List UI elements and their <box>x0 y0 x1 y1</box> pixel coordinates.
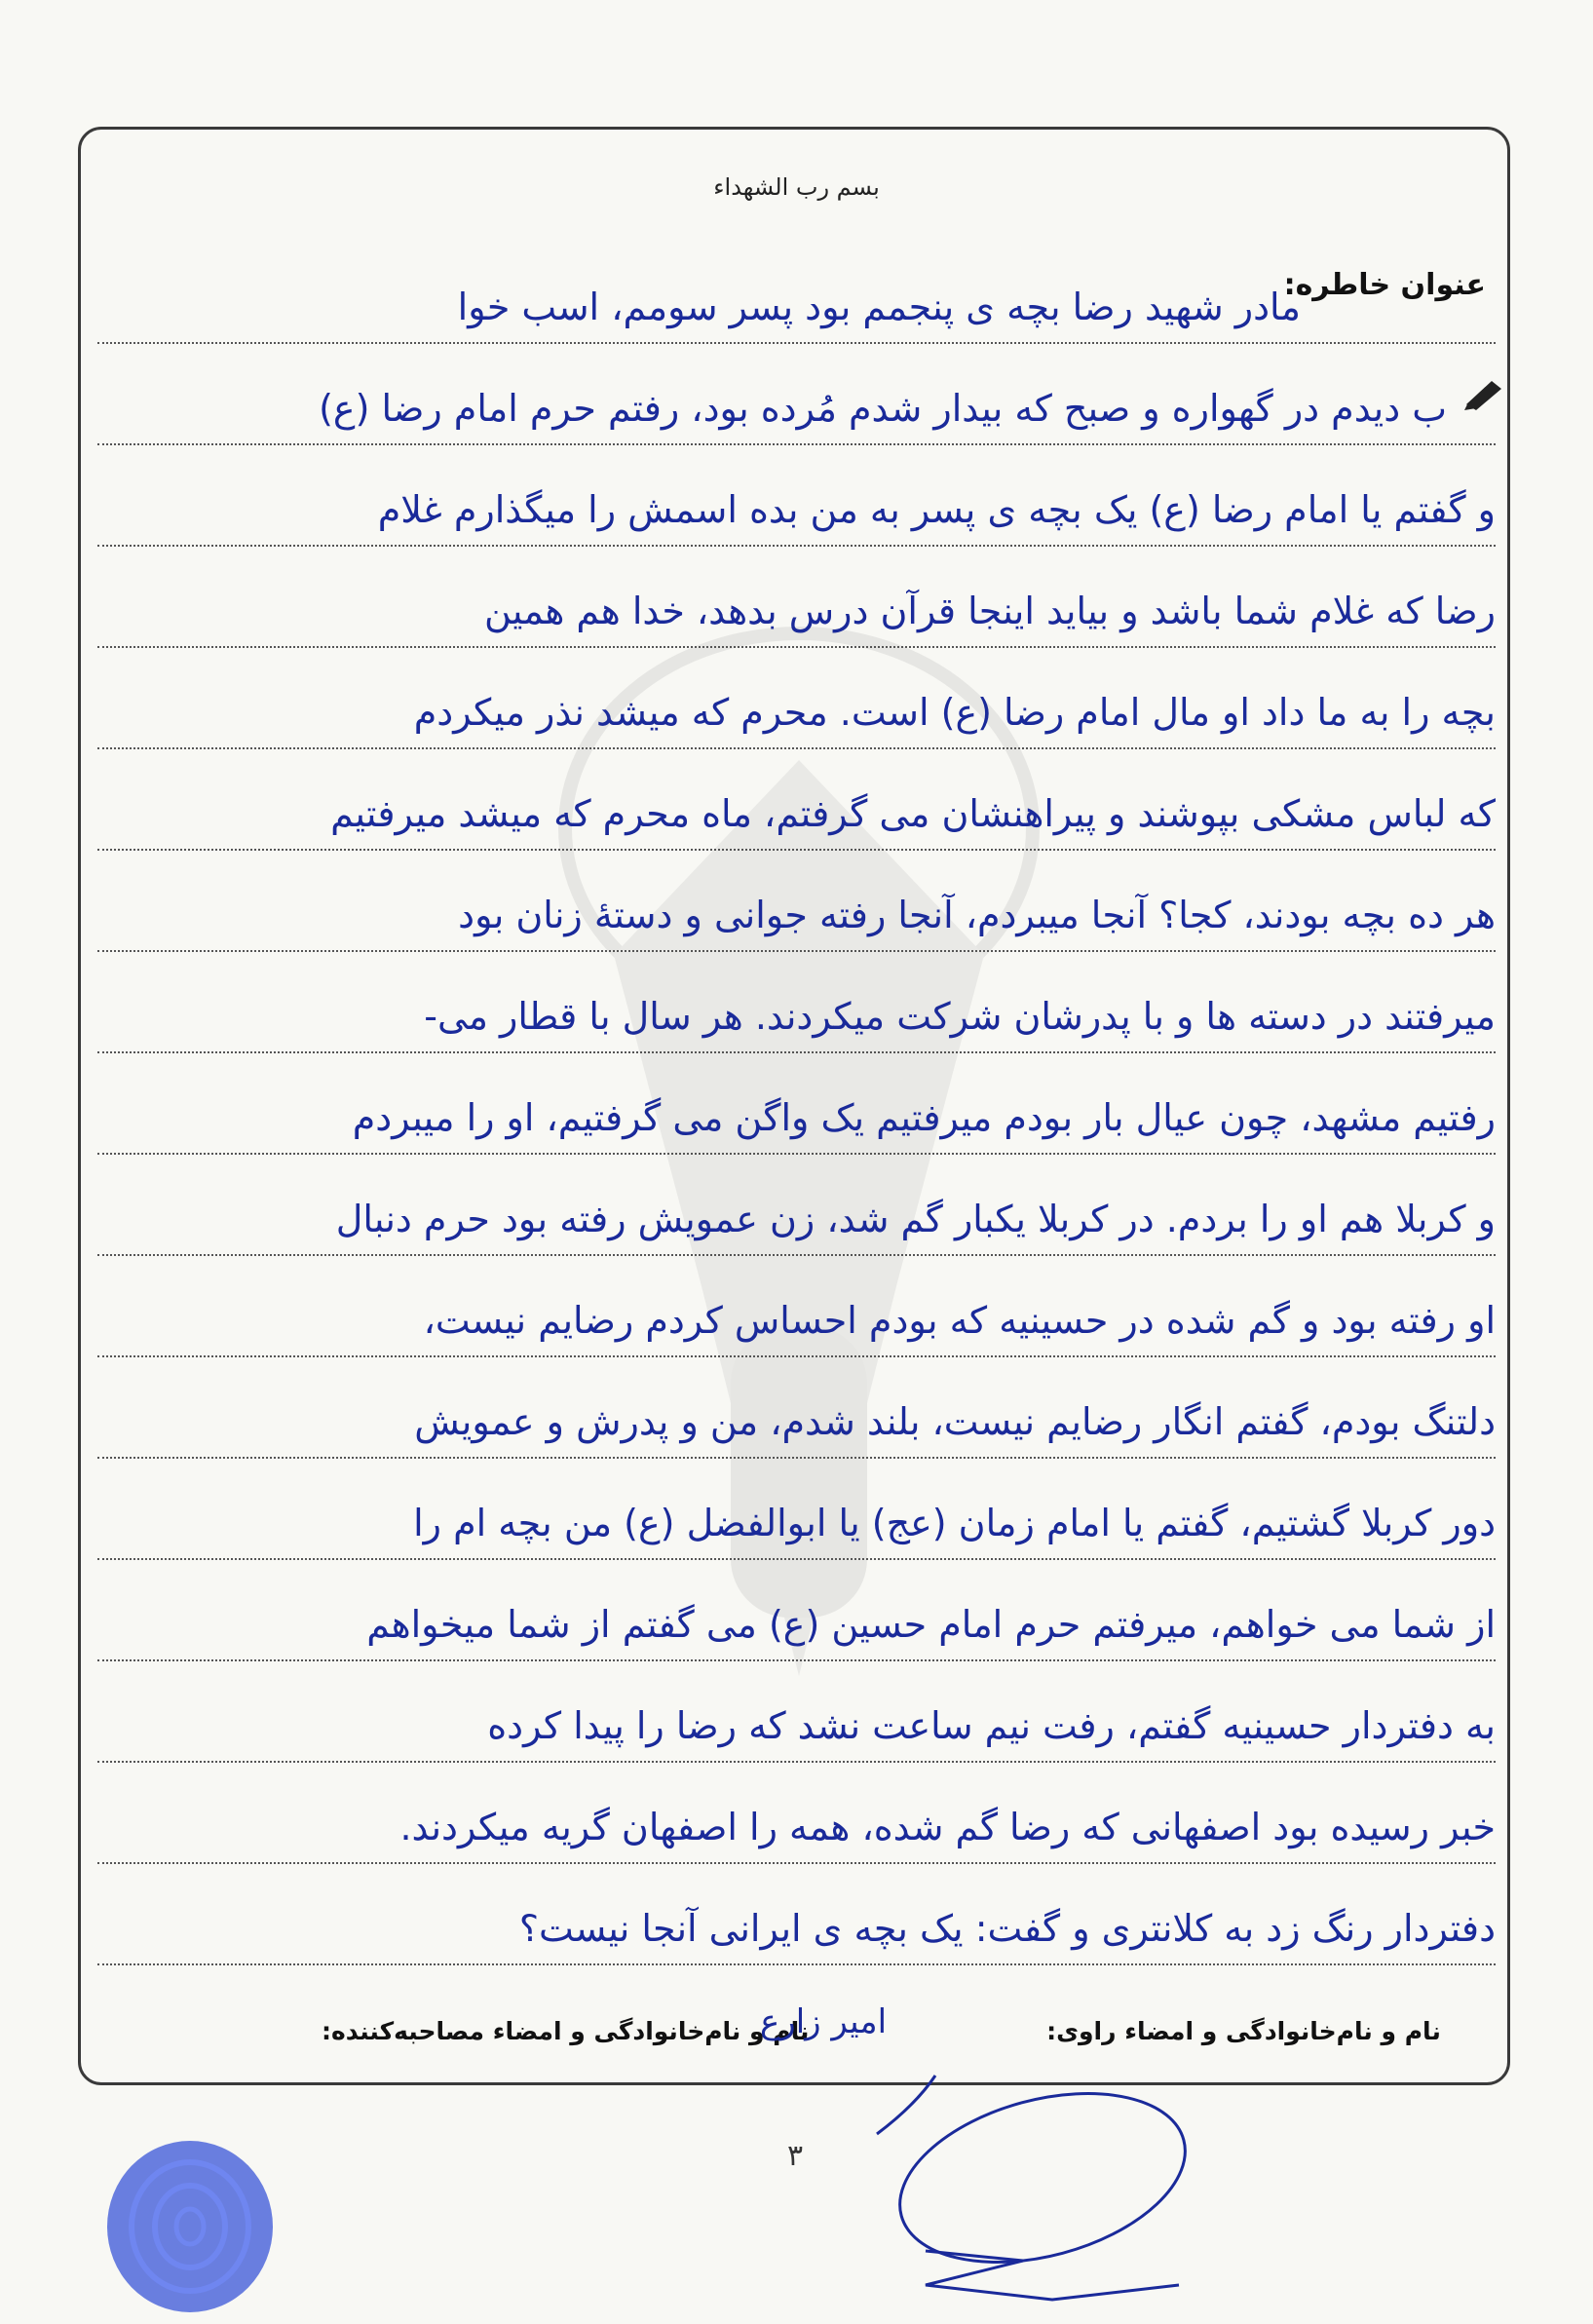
handwritten-signature <box>857 2066 1228 2319</box>
interviewer-name: امیر زارع <box>760 2002 888 2041</box>
page-number: ۳ <box>787 2139 804 2173</box>
handwritten-line: خبر رسیده بود اصفهانی که رضا گم شده، همه را اصفهان گریه میکردند. <box>399 1806 1496 1848</box>
handwritten-line: دور کربلا گشتیم، گفتم یا امام زمان (عج) یا ابوالفضل (ع) من بچه ام را <box>413 1502 1496 1544</box>
handwritten-line: مادر شهید رضا بچه ی پنجمم بود پسر سومم، اسب خوا <box>457 286 1301 328</box>
handwritten-line: ب دیدم در گهواره و صبح که بیدار شدم مُرده بود، رفتم حرم امام رضا (ع) <box>319 387 1447 430</box>
handwritten-line: بچه را به ما داد او مال امام رضا (ع) است. محرم که میشد نذر میکردم <box>413 691 1496 734</box>
handwritten-line: میرفتند در دسته ها و با پدرشان شرکت میکردند. هر سال با قطار می- <box>424 995 1496 1038</box>
handwritten-line: به دفتردار حسینیه گفتم، رفت نیم ساعت نشد که رضا را پیدا کرده <box>487 1704 1496 1747</box>
handwritten-line: رفتیم مشهد، چون عیال بار بودم میرفتیم یک واگن می گرفتیم، او را میبردم <box>352 1096 1496 1139</box>
handwritten-line: دفتردار رنگ زد به کلانتری و گفت: یک بچه ی ایرانی آنجا نیست؟ <box>518 1907 1496 1950</box>
fingerprint-stamp <box>93 2134 287 2319</box>
handwritten-line: دلتنگ بودم، گفتم انگار رضایم نیست، بلند شدم، من و پدرش و عمویش <box>414 1400 1496 1443</box>
handwritten-line: و کربلا هم او را بردم. در کربلا یکبار گم شد، زن عمویش رفته بود حرم دنبال <box>335 1198 1496 1240</box>
handwritten-line: هر ده بچه بودند، کجا؟ آنجا میبردم، آنجا رفته جوانی و دستهٔ زنان بود <box>458 894 1496 936</box>
narrator-label: نام و نام‌خانوادگی و امضاء راوی: <box>1046 2017 1441 2045</box>
handwritten-line: و گفتم یا امام رضا (ع) یک بچه ی پسر به من بده اسمش را میگذارم غلام <box>377 488 1496 531</box>
handwritten-line: رضا که غلام شما باشد و بیاید اینجا قرآن درس بدهد، خدا هم همین <box>483 590 1496 632</box>
handwritten-line: او رفته بود و گم شده در حسینیه که بودم احساس کردم رضایم نیست، <box>423 1299 1496 1342</box>
interviewer-label: نام و نام‌خانوادگی و امضاء مصاحبه‌کننده: <box>322 2017 810 2045</box>
page-title: بسم رب الشهداء <box>713 173 880 201</box>
memory-title-label: عنوان خاطره: <box>1283 268 1486 302</box>
handwritten-line: از شما می خواهم، میرفتم حرم امام حسین (ع) می گفتم از شما میخواهم <box>366 1603 1496 1646</box>
handwritten-line: که لباس مشکی بپوشند و پیراهنشان می گرفتم، ماه محرم که میشد میرفتیم <box>330 792 1496 835</box>
